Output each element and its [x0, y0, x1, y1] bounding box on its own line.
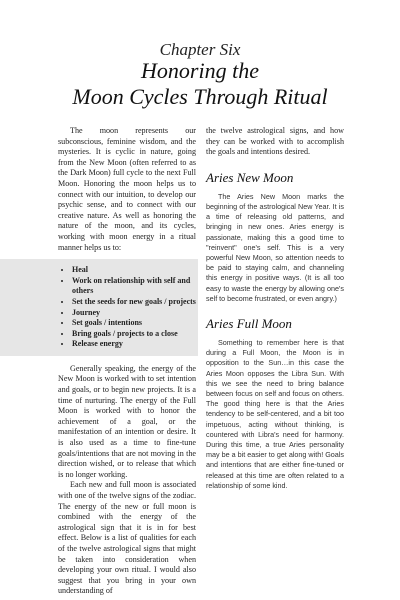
- aries-full-moon-text: Something to remember here is that during a Full Moon, the Moon is in opposition to the Sun…in this case the Aries Moon opposes the Libra Sun. With this we see the need to bring balance between focus on self and focus on others. The good thing here is that the Aries tendency to be self-centered, and a bit too impetuous, acting without thinking, is countered with Libra's need for harmony. During this time, a true Aries personality may be a bit easier to get along with! Goals and intentions that are either fine-tuned or released at this time are often related to a relationship of some kind.: [206, 338, 344, 490]
- list-item: • Set goals / intentions: [72, 318, 198, 329]
- list-item: • Work on relationship with self and others: [72, 276, 198, 297]
- energy-paragraph: Generally speaking, the energy of the New Moon is worked with to set intention and goals, or to begin new projects. It is a time of nurturing. The energy of the Full Moon is worked with to honor the achievement of a goal, or the manifestation of an intention or desire. It is also used as a time to fine-tune goals/intentions that are not moving in the direction wished, or to release that which is no longer working.: [58, 363, 196, 479]
- ritual-benefits-list: [58, 265, 198, 350]
- aries-full-moon-heading: Aries Full Moon: [206, 316, 292, 332]
- aries-full-moon-section: [206, 338, 344, 491]
- chapter-number: Chapter Six: [159, 40, 241, 59]
- list-item: • Bring goals / projects to a close: [72, 329, 198, 340]
- zodiac-paragraph: Each new and full moon is associated with one of the twelve signs of the zodiac. The energy of the new or full moon is combined with the energy of the astrological sign that it is in for best effect. Below is a list of qualities for each of the twelve astrological signs that might be taken into consideration when developing your own ritual. I would also suggest that you bring in your own understanding of: [58, 480, 196, 596]
- left-column: [58, 126, 196, 597]
- intro-paragraph: The moon represents our subconscious, feminine wisdom, and the mysteries. It is cyclic in nature, going from the New Moon (often referred to as the Dark Moon) full cycle to the next Full Moon. Honoring the moon helps us to connect with our intuition, to develop our psychic sense, and to connect with our creative nature. As well as honoring the nature of the moon, and its cycles, working with moon energy in a ritual manner helps us to:: [58, 126, 196, 252]
- list-item: • Release energy: [72, 339, 198, 350]
- right-column: [206, 126, 344, 491]
- continuation-paragraph: the twelve astrological signs, and how they can be worked with to accomplish the goals and intentions desired.: [206, 126, 344, 157]
- aries-new-moon-section: [206, 192, 344, 304]
- ritual-benefits-box: [0, 259, 198, 356]
- chapter-title-line-2: Moon Cycles Through Ritual: [72, 84, 328, 109]
- list-item: • Set the seeds for new goals / projects: [72, 297, 198, 308]
- list-item: • Heal: [72, 265, 198, 276]
- aries-new-moon-text: The Aries New Moon marks the beginning of the astrological New Year. It is a time of releasing old patterns, and bringing in new ones. Aries energy is passionate, making this a good time to "reinvent" one's self. This is a very powerful New Moon, so attention needs to be paid to staying calm, and channeling this energy in positive ways. (It is all too easy to waste the energy by allowing one's self to become frustrated, or even angry.): [206, 191, 344, 303]
- chapter-title: [0, 58, 400, 110]
- list-item: • Journey: [72, 308, 198, 319]
- chapter-title-line-1: Honoring the: [141, 58, 259, 83]
- aries-new-moon-heading: Aries New Moon: [206, 169, 294, 185]
